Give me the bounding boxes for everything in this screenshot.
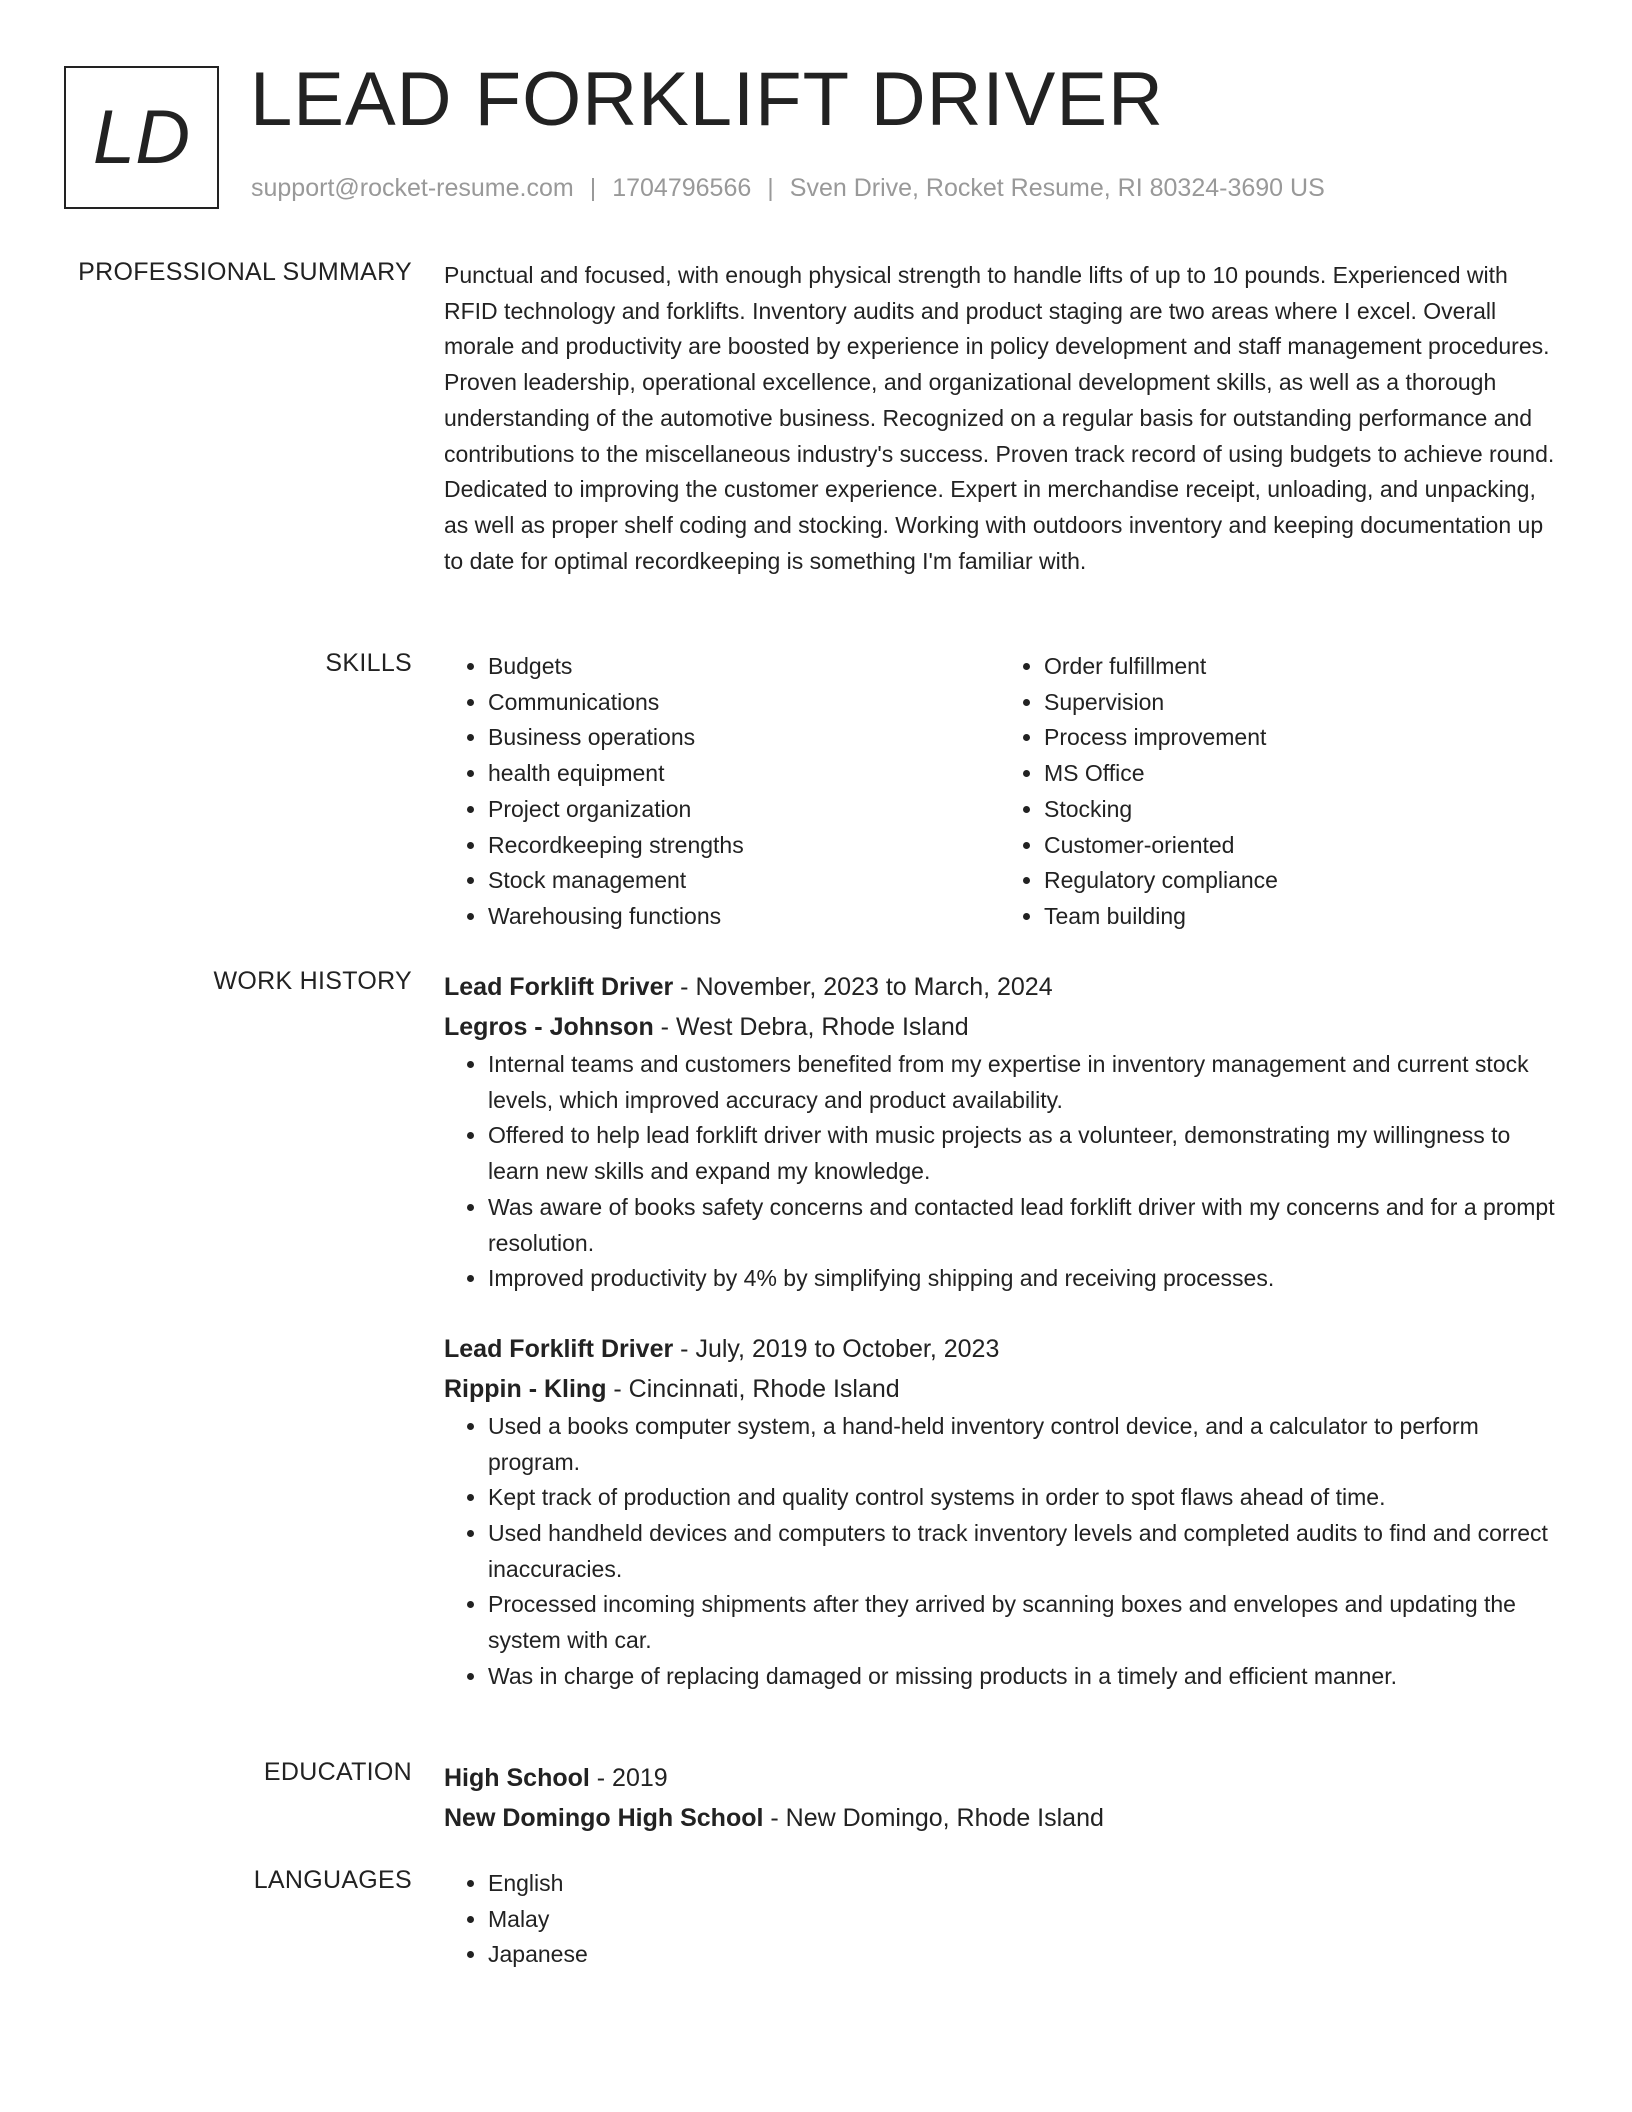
skill-item: • Communications [488,685,1000,721]
languages-list [444,1866,1556,1973]
job-company: Rippin - Kling [444,1374,607,1403]
work-history-body [444,967,1556,1695]
education-degree: High School [444,1764,590,1792]
skill-item: • Stocking [1044,792,1556,828]
job-location: - West Debra, Rhode Island [653,1013,969,1041]
job-bullet: • Kept track of production and quality control systems in order to spot flaws ahead of time. [488,1480,1556,1516]
job-entry [444,967,1556,1297]
skill-item: • Stock management [488,863,1000,899]
job-company-line [444,1369,1556,1409]
education-school-line [444,1798,1556,1838]
skill-item: • Process improvement [1044,720,1556,756]
job-title-line [444,967,1556,1007]
skill-item: • Project organization [488,792,1000,828]
skill-item: • Business operations [488,720,1000,756]
job-bullet: • Used a books computer system, a hand-held inventory control device, and a calculator to perform program. [488,1409,1556,1480]
monogram-logo: LD [64,66,219,209]
job-bullet: • Was in charge of replacing damaged or missing products in a timely and efficient manner. [488,1659,1556,1695]
languages-body [444,1866,1556,1973]
job-bullet: • Offered to help lead forklift driver with music projects as a volunteer, demonstrating my willingness to learn new skills and expand my knowledge. [488,1118,1556,1189]
skills-columns [444,649,1556,935]
job-bullets [444,1409,1556,1695]
job-company-line [444,1007,1556,1047]
skill-item: • Warehousing functions [488,899,1000,935]
skill-item: • MS Office [1044,756,1556,792]
job-company: Legros - Johnson [444,1013,654,1041]
job-dates: - November, 2023 to March, 2024 [673,973,1053,1001]
job-dates: - July, 2019 to October, 2023 [673,1334,1000,1363]
skills-list-right [1000,649,1556,935]
job-bullets [444,1047,1556,1297]
job-bullet: • Was aware of books safety concerns and contacted lead forklift driver with my concerns and for a prompt resolution. [488,1190,1556,1261]
job-title-line [444,1329,1556,1369]
section-heading-skills: SKILLS [325,649,412,677]
contact-phone[interactable]: 1704796566 [612,174,752,202]
skill-item: • Supervision [1044,685,1556,721]
skill-item: • health equipment [488,756,1000,792]
section-heading-work: WORK HISTORY [213,967,412,995]
page-title: LEAD FORKLIFT DRIVER [250,57,1164,142]
job-bullet: • Processed incoming shipments after they arrived by scanning boxes and envelopes and updating the system with car. [488,1587,1556,1658]
education-school: New Domingo High School [444,1804,764,1832]
job-title: Lead Forklift Driver [444,1334,674,1363]
skill-item: • Team building [1044,899,1556,935]
job-bullet: • Internal teams and customers benefited from my expertise in inventory management and current stock levels, which improved accuracy and product availability. [488,1047,1556,1118]
skill-item: • Budgets [488,649,1000,685]
education-body [444,1758,1556,1838]
language-item: • English [488,1866,1556,1902]
education-degree-line [444,1758,1556,1798]
education-year: - 2019 [589,1764,668,1792]
section-heading-languages: LANGUAGES [253,1866,412,1894]
skill-item: • Recordkeeping strengths [488,828,1000,864]
skills-list-left [444,649,1000,935]
skill-item: • Regulatory compliance [1044,863,1556,899]
job-location: - Cincinnati, Rhode Island [606,1374,900,1403]
section-heading-education: EDUCATION [263,1758,412,1786]
skill-item: • Customer-oriented [1044,828,1556,864]
contact-line [251,174,1325,203]
language-item: • Malay [488,1902,1556,1938]
job-bullet: • Used handheld devices and computers to track inventory levels and completed audits to find and correct inaccuracies. [488,1516,1556,1587]
contact-separator: | [767,174,774,202]
job-title: Lead Forklift Driver [444,973,674,1001]
job-entry [444,1329,1556,1695]
contact-email[interactable]: support@rocket-resume.com [251,174,574,202]
summary-text: Punctual and focused, with enough physical strength to handle lifts of up to 10 pounds. Experienced with RFID technology and forklifts. Inventory audits and product staging are two areas where I excel. Overall morale and productivity are boosted by experience in policy development and staff management procedures. Proven leadership, operational excellence, and organizational development skills, as well as a thorough understanding of the automotive business. Recognized on a regular basis for outstanding performance and contributions to the miscellaneous industry's success. Proven track record of using budgets to achieve round. Dedicated to improving the customer experience. Expert in merchandise receipt, unloading, and unpacking, as well as proper shelf coding and stocking. Working with outdoors inventory and keeping documentation up to date for optimal recordkeeping is something I'm familiar with. [444,262,1555,574]
skill-item: • Order fulfillment [1044,649,1556,685]
language-item: • Japanese [488,1937,1556,1973]
contact-address: Sven Drive, Rocket Resume, RI 80324-3690 US [789,174,1325,202]
contact-separator: | [589,174,597,202]
resume-header [64,57,1564,211]
job-bullet: • Improved productivity by 4% by simplifying shipping and receiving processes. [488,1261,1556,1297]
education-location: - New Domingo, Rhode Island [763,1804,1104,1832]
section-heading-summary: PROFESSIONAL SUMMARY [78,258,412,286]
